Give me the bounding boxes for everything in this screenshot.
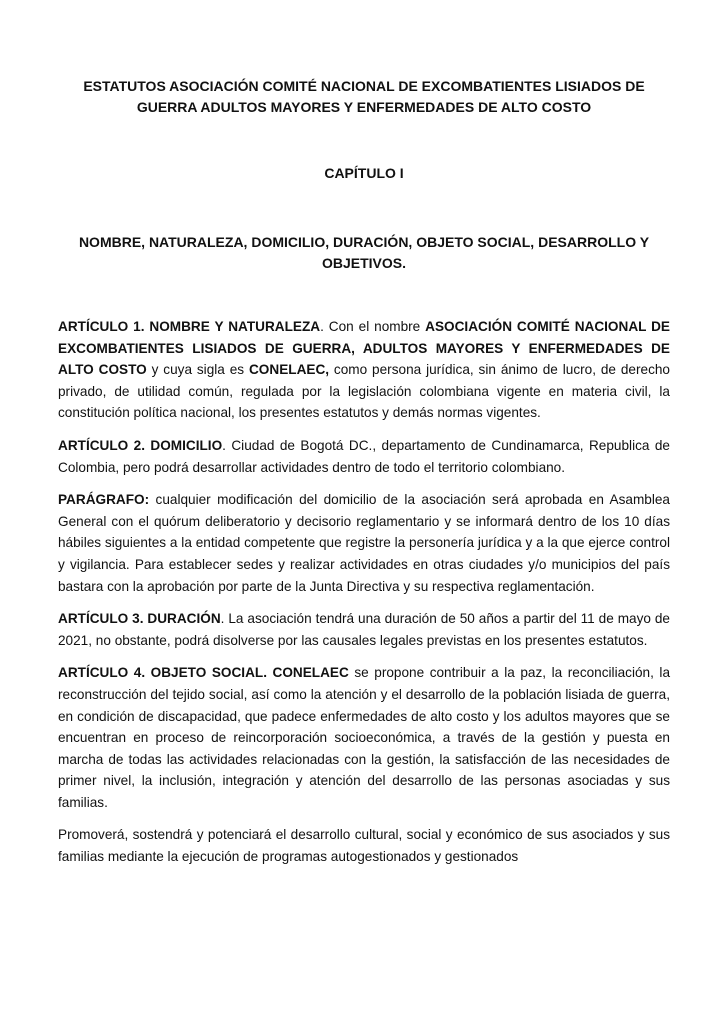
article-1-text-2: y cuya sigla es — [146, 362, 249, 378]
article-3-heading: ARTÍCULO 3. DURACIÓN — [58, 611, 221, 627]
association-name: ASOCIACIÓN COMITÉ NACIONAL DE EXCOMBATIENTES LISIADOS DE GUERRA, ADULTOS MAYORES Y ENFERMEDADES DE ALTO COSTO — [58, 319, 670, 378]
article-4 — [58, 662, 670, 813]
paragraph-text: cualquier modificación del domicilio de la asociación será aprobada en Asamblea General con el quórum deliberatorio y decisorio reglamentario y se informará dentro de los 10 días hábiles siguientes a la entidad competente que registre la personería jurídica y a la que ejerce control y vigilancia. Para establecer sedes y realizar actividades en otras ciudades y/o municipios del país bastara con la aprobación por parte de la Junta Directiva y su respectiva reglamentación. — [58, 492, 670, 594]
paragraph-clause — [58, 489, 670, 597]
article-1-text-3: como persona jurídica, sin ánimo de lucro, de derecho privado, de utilidad común, regulada por la legislación colombiana vigente en materia civil, la constitución política nacional, los presentes estatutos y demás normas vigentes. — [58, 362, 670, 421]
article-2-heading: ARTÍCULO 2. DOMICILIO — [58, 437, 223, 453]
paragraph-heading: PARÁGRAFO: — [58, 492, 150, 508]
article-4-heading: ARTÍCULO 4. OBJETO SOCIAL. CONELAEC — [58, 665, 349, 681]
article-3 — [58, 608, 670, 651]
closing-paragraph: Promoverá, sostendrá y potenciará el desarrollo cultural, social y económico de sus asociados y sus familias mediante la ejecución de programas autogestionados y gestionados — [58, 827, 670, 865]
article-3-text: . La asociación tendrá una duración de 50 años a partir del 11 de mayo de 2021, no obstante, podrá disolverse por las causales legales previstas en los presentes estatutos. — [58, 611, 670, 648]
chapter-subtitle: NOMBRE, NATURALEZA, DOMICILIO, DURACIÓN, OBJETO SOCIAL, DESARROLLO Y OBJETIVOS. — [78, 234, 650, 271]
article-1-text-1: . Con el nombre — [320, 319, 426, 334]
association-acronym: CONELAEC, — [248, 362, 330, 378]
article-1-heading: ARTÍCULO 1. NOMBRE Y NATURALEZA — [58, 319, 321, 334]
chapter-heading: CAPÍTULO I — [324, 165, 404, 181]
document-body — [58, 316, 670, 879]
article-1 — [58, 316, 670, 424]
document-title: ESTATUTOS ASOCIACIÓN COMITÉ NACIONAL DE EXCOMBATIENTES LISIADOS DE GUERRA ADULTOS MAYORES Y ENFERMEDADES DE ALTO COSTO — [83, 78, 645, 115]
article-2 — [58, 435, 670, 478]
article-2-text: . Ciudad de Bogotá DC., departamento de Cundinamarca, Republica de Colombia, pero podrá desarrollar actividades dentro de todo el territorio colombiano. — [58, 437, 670, 475]
article-4-text: se propone contribuir a la paz, la reconciliación, la reconstrucción del tejido social, así como la atención y el desarrollo de la población lisiada de guerra, en condición de discapacidad, que padece enfermedades de alto costo y los adultos mayores que se encuentran en proceso de reincorporación socioeconómica, a través de la gestión y puesta en marcha de todas las actividades relacionadas con la gestión, la satisfacción de las necesidades de primer nivel, la inclusión, integración y atención del desarrollo de las personas asociadas y sus familias. — [58, 665, 671, 810]
